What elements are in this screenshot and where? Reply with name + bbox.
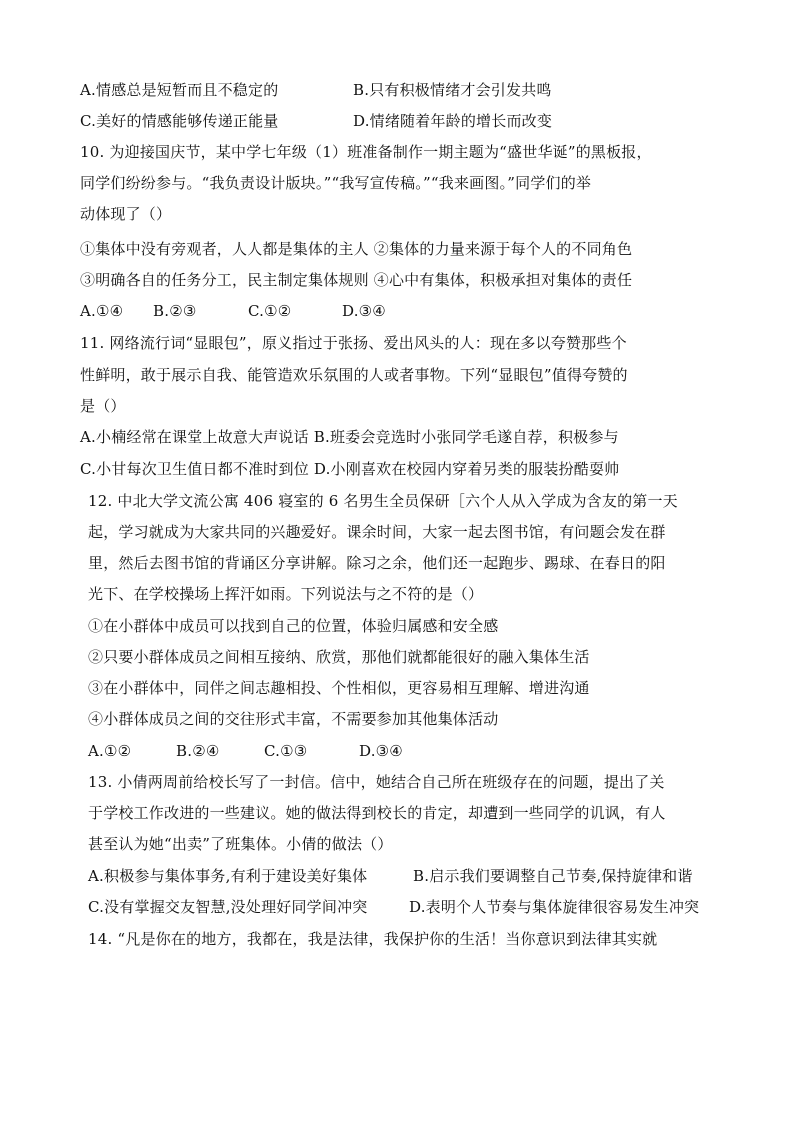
q13-option-d: D.表明个人节奏与集体旋律很容易发生冲突 xyxy=(409,898,700,916)
q12-stem-line-4: 光下、在学校操场上挥汗如雨。下列说法与之不符的是（） xyxy=(88,585,484,603)
q11-stem-line-1: 11. 网络流行词“显眼包”，原义指过于张扬、爱出风头的人：现在多以夸赞那些个 xyxy=(80,334,627,352)
q13-stem-line-1: 13. 小倩两周前给校长写了一封信。信中，她结合自己所在班级存在的问题，提出了关 xyxy=(88,773,665,791)
q10-option-d: D.③④ xyxy=(342,302,386,320)
q12-statement-3: ③在小群体中，同伴之间志趣相投、个性相似，更容易相互理解、增进沟通 xyxy=(88,679,590,697)
q12-stem-line-3: 里，然后去图书馆的背诵区分享讲解。除习之余，他们还一起跑步、踢球、在春日的阳 xyxy=(88,554,666,572)
q12-stem-line-1: 12. 中北大学文流公寓 406 寝室的 6 名男生全员保研［六个人从入学成为含友的第一天 xyxy=(88,492,678,510)
q13-option-b: B.启示我们要调整自己节奏,保持旋律和谐 xyxy=(413,867,693,885)
q11-stem-line-2: 性鲜明，敢于展示自我、能管造欢乐氛围的人或者事物。下列“显眼包”值得夸赞的 xyxy=(80,366,628,384)
q9-option-c: C.美好的情感能够传递正能量 xyxy=(80,112,279,130)
q13-option-c: C.没有掌握交友智慧,没处理好同学间冲突 xyxy=(88,898,368,916)
q12-option-d: D.③④ xyxy=(359,742,403,760)
q11-options-row-1: A.小楠经常在课堂上故意大声说话 B.班委会竞选时小张同学毛遂自荐，积极参与 xyxy=(80,428,619,446)
q12-statement-1: ①在小群体中成员可以找到自己的位置，体验归属感和安全感 xyxy=(88,617,499,635)
q13-option-a: A.积极参与集体事务,有利于建设美好集体 xyxy=(88,867,368,885)
q9-option-d: D.情绪随着年龄的增长而改变 xyxy=(353,112,553,130)
q13-stem-line-3: 甚至认为她“出卖”了班集体。小倩的做法（） xyxy=(88,835,393,853)
q12-statement-2: ②只要小群体成员之间相互接纳、欣赏，那他们就都能很好的融入集体生活 xyxy=(88,648,590,666)
q11-options-row-2: C.小甘每次卫生值日都不准时到位 D.小刚喜欢在校园内穿着另类的服装扮酷耍帅 xyxy=(80,460,620,478)
q10-option-a: A.①④ xyxy=(80,302,124,320)
q10-option-c: C.①② xyxy=(248,302,292,320)
q9-option-b: B.只有积极情绪才会引发共鸣 xyxy=(353,81,552,99)
q10-statements-line-1: ①集体中没有旁观者，人人都是集体的主人 ②集体的力量来源于每个人的不同角色 xyxy=(80,240,633,258)
q12-option-c: C.①③ xyxy=(264,742,308,760)
q11-stem-line-3: 是（） xyxy=(80,397,126,415)
q12-option-b: B.②④ xyxy=(176,742,220,760)
q10-option-b: B.②③ xyxy=(153,302,197,320)
q10-stem-line-1: 10. 为迎接国庆节，某中学七年级（1）班准备制作一期主题为“盛世华诞”的黑板报， xyxy=(80,143,652,161)
q10-statements-line-2: ③明确各自的任务分工，民主制定集体规则 ④心中有集体，积极承担对集体的责任 xyxy=(80,271,633,289)
q9-option-a: A.情感总是短暂而且不稳定的 xyxy=(80,81,279,99)
q12-option-a: A.①② xyxy=(88,742,132,760)
q10-stem-line-2: 同学们纷纷参与。“我负责设计版块。”“我写宣传稿。”“我来画图。”同学们的举 xyxy=(80,174,592,192)
q12-stem-line-2: 起，学习就成为大家共同的兴趣爱好。课余时间，大家一起去图书馆，有问题会发在群 xyxy=(88,523,666,541)
q13-stem-line-2: 于学校工作改进的一些建议。她的做法得到校长的肯定，却遭到一些同学的讥讽，有人 xyxy=(88,804,666,822)
q14-stem-line-1: 14. “凡是你在的地方，我都在，我是法律，我保护你的生活！当你意识到法律其实就 xyxy=(88,930,658,948)
q10-stem-line-3: 动体现了（） xyxy=(80,205,172,223)
q12-statement-4: ④小群体成员之间的交往形式丰富，不需要参加其他集体活动 xyxy=(88,710,499,728)
